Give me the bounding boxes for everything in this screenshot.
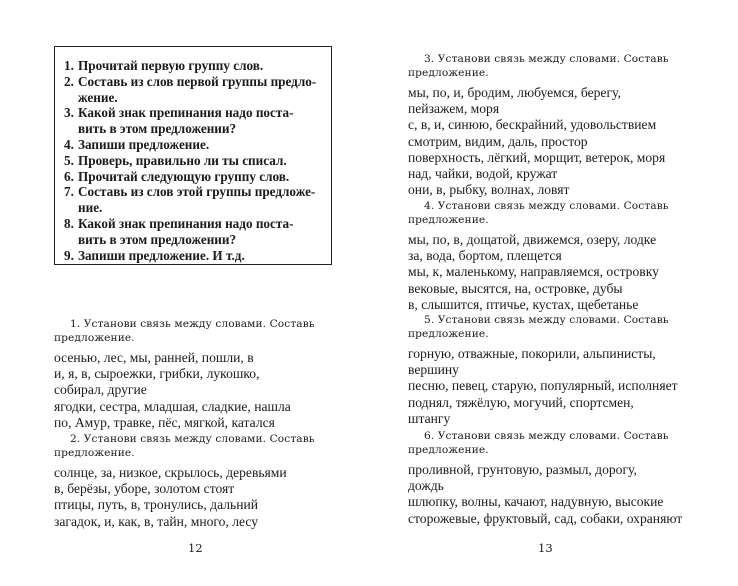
word-group-line: солнце, за, низкое, скрылось, деревьями [54,465,287,480]
instruction-text: вить в этом предложении? [78,121,237,137]
instruction-item [64,248,325,264]
instruction-number: 5. [64,152,74,168]
word-groups [408,85,718,198]
instruction-text: Составь из слов первой группы предло- [78,73,317,89]
exercise-title: 1. Установи связь между словами. Составь предложение. [54,318,315,344]
exercise-3 [408,53,718,198]
instruction-item [64,169,325,185]
exercise-title: 5. Установи связь между словами. Составь предложение. [408,314,669,340]
word-group-line: шлюпку, волны, качают, надувную, высокие [408,494,664,510]
word-group-line: смотрим, видим, даль, простор [408,133,588,149]
word-group-line: и, я, в, сыроежки, грибки, лукошко, [54,366,260,382]
word-group-line: с, в, и, синюю, бескрайний, удовольствием [408,117,657,133]
word-group-line: загадок, и, как, в, тайн, много, лесу [54,513,259,529]
exercise-6 [408,430,718,527]
word-groups [54,350,354,431]
instruction-number: 3. [64,105,74,121]
instruction-number: 1. [64,58,74,73]
word-group-line: дождь [408,478,444,494]
word-group-line: ягодки, сестра, младшая, сладкие, нашла [54,398,291,414]
word-group-line: мы, к, маленькому, направляемся, островку [408,264,659,280]
word-group-line: за, вода, бортом, плещется [408,248,562,264]
word-group-line: проливной, грунтовую, размыл, дорогу, [408,462,637,477]
instruction-text: Проверь, правильно ли ты списал. [78,152,287,168]
page-number: 13 [538,541,553,555]
word-group-line: в, берёзы, уборе, золотом стоят [54,481,235,497]
word-group-line: над, чайки, водой, кружат [408,166,558,182]
word-group-line: пейзажем, моря [408,101,500,117]
word-group-line: вековые, высятся, на, островке, дубы [408,280,623,296]
instruction-text: вить в этом предложении? [78,231,237,247]
instruction-text: Прочитай первую группу слов. [78,58,264,73]
word-groups [408,462,718,527]
instruction-number: 2. [64,73,74,89]
instruction-number: 7. [64,184,74,200]
instruction-number: 6. [64,168,74,184]
instruction-number: 8. [64,215,74,231]
instruction-text: Какой знак препинания надо поста- [78,105,294,121]
word-group-line: собирал, другие [54,382,147,398]
exercise-5 [408,314,718,427]
instruction-item [64,153,325,169]
word-group-line: сторожевые, фруктовый, сад, собаки, охраняют [408,510,683,526]
instruction-text: жение. [78,89,118,105]
word-group-line: мы, по, и, бродим, любуемся, берегу, [408,85,621,100]
word-group-line: поверхность, лёгкий, морщит, ветерок, моря [408,149,666,165]
word-group-line: по, Амур, травке, пёс, мягкой, катался [54,414,275,430]
instruction-item [64,74,325,106]
word-group-line: поднял, тяжёлую, могучий, спортсмен, [408,394,634,410]
page-number: 12 [188,541,203,555]
word-group-line: осенью, лес, мы, ранней, пошли, в [54,350,254,365]
word-group-line: мы, по, в, дощатой, движемся, озеру, лодке [408,232,657,247]
word-group-line: птицы, путь, в, тронулись, дальний [54,497,259,513]
right-page [369,0,738,586]
instruction-item [64,105,325,137]
word-groups [408,346,718,427]
word-group-line: штангу [408,410,451,426]
word-group-line: горную, отважные, покорили, альпинисты, [408,346,656,361]
exercise-1 [54,318,354,431]
exercise-title: 3. Установи связь между словами. Составь предложение. [408,53,669,79]
word-group-line: песню, певец, старую, популярный, исполняет [408,378,678,394]
exercise-2 [54,433,354,530]
instruction-item [64,137,325,153]
instruction-text: Какой знак препинания надо поста- [78,215,294,231]
instruction-text: Запиши предложение. И т.д. [78,247,245,263]
instruction-text: Прочитай следующую группу слов. [78,168,290,184]
word-group-line: в, слышится, птичье, кустах, щебетанье [408,296,639,312]
instruction-number: 4. [64,136,74,152]
instruction-text: ние. [78,200,103,216]
word-group-line: они, в, рыбку, волнах, ловят [408,182,570,198]
exercise-4 [408,200,718,313]
word-group-line: вершину [408,362,459,378]
exercise-title: 2. Установи связь между словами. Составь предложение. [54,433,315,459]
instruction-item [64,216,325,248]
instruction-number: 9. [64,247,74,263]
instructions-box [54,46,332,265]
instruction-text: Составь из слов этой группы предложе- [78,184,316,200]
exercise-title: 6. Установи связь между словами. Составь предложение. [408,430,669,456]
word-groups [54,465,354,530]
instruction-item [64,58,325,74]
instruction-text: Запиши предложение. [78,136,210,152]
word-groups [408,232,718,313]
instruction-item [64,184,325,216]
exercise-title: 4. Установи связь между словами. Составь предложение. [408,200,669,226]
